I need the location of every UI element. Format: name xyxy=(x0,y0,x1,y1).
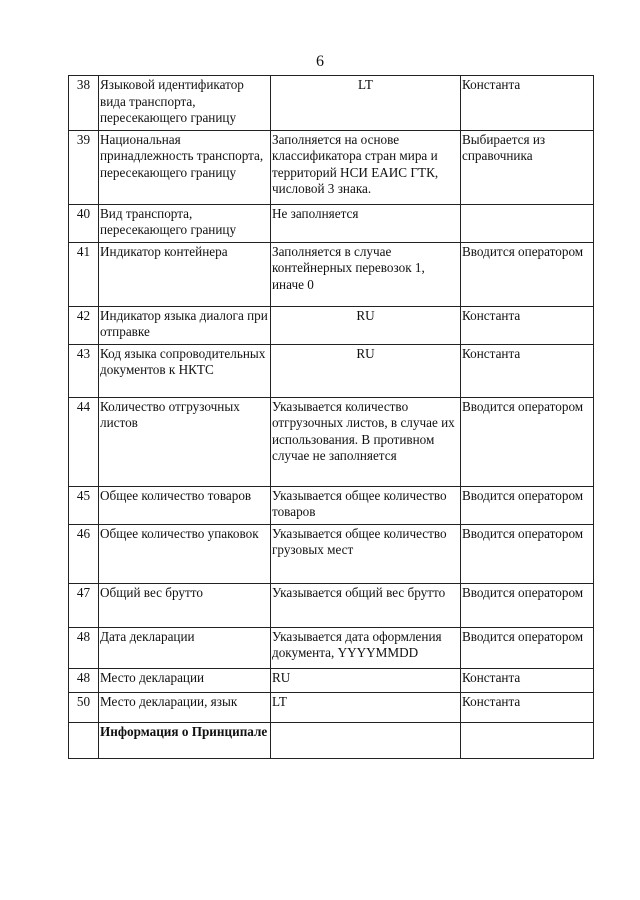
table-row xyxy=(69,524,594,583)
fill-rule-cell: Указывается общий вес брутто xyxy=(271,583,461,627)
field-name-cell: Код языка сопроводительных документов к НКТС xyxy=(99,344,271,397)
field-name-cell: Количество отгрузочных листов xyxy=(99,397,271,486)
row-number-cell: 41 xyxy=(69,242,99,306)
input-mode-cell: Константа xyxy=(461,668,594,692)
row-number-cell: 48 xyxy=(69,668,99,692)
page-number: 6 xyxy=(316,53,324,70)
row-number-cell: 43 xyxy=(69,344,99,397)
field-name-cell: Общее количество товаров xyxy=(99,486,271,524)
fill-rule-cell: Указывается общее количество товаров xyxy=(271,486,461,524)
row-number-cell: 46 xyxy=(69,524,99,583)
table-row xyxy=(69,344,594,397)
table-row xyxy=(69,627,594,668)
input-mode-cell: Вводится оператором xyxy=(461,583,594,627)
input-mode-cell: Константа xyxy=(461,76,594,131)
table-row xyxy=(69,583,594,627)
row-number-cell: 45 xyxy=(69,486,99,524)
fill-rule-cell: LT xyxy=(271,692,461,722)
input-mode-cell: Константа xyxy=(461,306,594,344)
field-name-cell: Место декларации xyxy=(99,668,271,692)
table-body xyxy=(69,76,594,759)
input-mode-cell: Выбирается из справочника xyxy=(461,130,594,204)
fill-rule-cell: Заполняется в случае контейнерных перевозок 1, иначе 0 xyxy=(271,242,461,306)
table-row xyxy=(69,306,594,344)
row-number-cell: 47 xyxy=(69,583,99,627)
fill-rule-cell: Указывается количество отгрузочных листов, в случае их использования. В противном случае не заполняется xyxy=(271,397,461,486)
input-mode-cell: Константа xyxy=(461,692,594,722)
fill-rule-cell: Указывается дата оформления документа, YYYYMMDD xyxy=(271,627,461,668)
row-number-cell: 44 xyxy=(69,397,99,486)
field-name-cell: Индикатор языка диалога при отправке xyxy=(99,306,271,344)
field-name-cell: Языковой идентификатор вида транспорта, пересекающего границу xyxy=(99,76,271,131)
table-row xyxy=(69,242,594,306)
field-name-cell: Дата декларации xyxy=(99,627,271,668)
field-name-cell: Место декларации, язык xyxy=(99,692,271,722)
table-row xyxy=(69,692,594,722)
fill-rule-cell: LT xyxy=(271,76,461,131)
fill-rule-cell: Указывается общее количество грузовых мест xyxy=(271,524,461,583)
table-row xyxy=(69,668,594,692)
table-row xyxy=(69,397,594,486)
fill-rule-cell: RU xyxy=(271,344,461,397)
row-number-cell: 38 xyxy=(69,76,99,131)
input-mode-cell: Вводится оператором xyxy=(461,524,594,583)
row-number-cell: 48 xyxy=(69,627,99,668)
input-mode-cell: Вводится оператором xyxy=(461,397,594,486)
row-number-cell: 40 xyxy=(69,204,99,242)
fill-rule-cell: RU xyxy=(271,668,461,692)
field-name-cell: Национальная принадлежность транспорта, пересекающего границу xyxy=(99,130,271,204)
input-mode-cell: Вводится оператором xyxy=(461,627,594,668)
row-number-cell: 50 xyxy=(69,692,99,722)
input-mode-cell xyxy=(461,722,594,758)
input-mode-cell: Вводится оператором xyxy=(461,486,594,524)
table-row xyxy=(69,204,594,242)
field-name-cell: Индикатор контейнера xyxy=(99,242,271,306)
table-row xyxy=(69,76,594,131)
table-row xyxy=(69,722,594,758)
field-name-cell: Общий вес брутто xyxy=(99,583,271,627)
field-name-cell: Информация о Принципале xyxy=(99,722,271,758)
input-mode-cell xyxy=(461,204,594,242)
row-number-cell xyxy=(69,722,99,758)
field-name-cell: Общее количество упаковок xyxy=(99,524,271,583)
table-row xyxy=(69,130,594,204)
fill-rule-cell: RU xyxy=(271,306,461,344)
table-row xyxy=(69,486,594,524)
row-number-cell: 39 xyxy=(69,130,99,204)
fill-rule-cell: Заполняется на основе классификатора стран мира и территорий НСИ ЕАИС ГТК, числовой 3 знака. xyxy=(271,130,461,204)
field-name-cell: Вид транспорта, пересекающего границу xyxy=(99,204,271,242)
fill-rule-cell xyxy=(271,722,461,758)
row-number-cell: 42 xyxy=(69,306,99,344)
data-fields-table xyxy=(68,75,594,759)
input-mode-cell: Вводится оператором xyxy=(461,242,594,306)
fill-rule-cell: Не заполняется xyxy=(271,204,461,242)
input-mode-cell: Константа xyxy=(461,344,594,397)
